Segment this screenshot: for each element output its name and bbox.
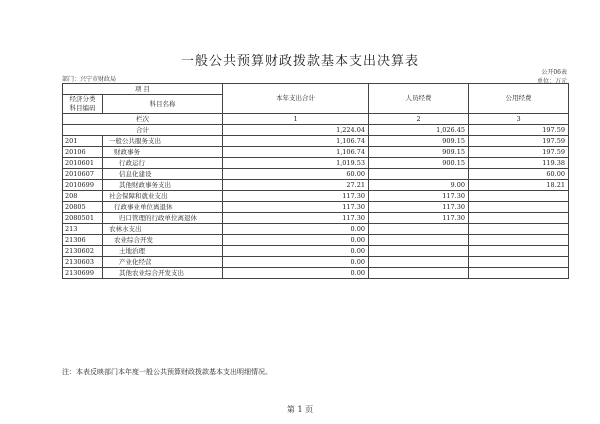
table-row: [63, 202, 569, 213]
total-header: 本年支出合计: [223, 84, 369, 114]
row-code: 2080501: [63, 213, 103, 224]
table-row: [63, 213, 569, 224]
row-code: 208: [63, 191, 103, 202]
row-code: 2010699: [63, 180, 103, 191]
row-personnel: 117.30: [369, 213, 469, 224]
row-code: 2130699: [63, 268, 103, 279]
table-row: [63, 136, 569, 147]
row-code: 2130603: [63, 257, 103, 268]
table-note: 注：本表反映部门本年度一般公共预算财政拨款基本支出明细情况。: [62, 368, 272, 376]
row-total: 0.00: [223, 224, 369, 235]
row-code: 2130602: [63, 246, 103, 257]
row-subject-name: 农林水支出: [103, 224, 223, 235]
row-public: 60.00: [469, 169, 569, 180]
row-total: 0.00: [223, 235, 369, 246]
row-public: 197.59: [469, 136, 569, 147]
row-total: 60.00: [223, 169, 369, 180]
row-subject-name: 信息化建设: [103, 169, 223, 180]
table-row: [63, 147, 569, 158]
public-header: 公用经费: [469, 84, 569, 114]
row-personnel: 117.30: [369, 202, 469, 213]
total-public: 197.59: [469, 125, 569, 136]
row-subject-name: 产业化经营: [103, 257, 223, 268]
row-personnel: [369, 246, 469, 257]
table-row: [63, 246, 569, 257]
row-personnel: 9.00: [369, 180, 469, 191]
table-row: [63, 268, 569, 279]
row-code: 20106: [63, 147, 103, 158]
econ-code-header: 经济分类 科目编码: [63, 95, 103, 114]
row-personnel: 909.15: [369, 136, 469, 147]
row-personnel: [369, 235, 469, 246]
table-row: [63, 191, 569, 202]
row-subject-name: 行政运行: [103, 158, 223, 169]
row-personnel: 909.15: [369, 147, 469, 158]
row-total: 117.30: [223, 213, 369, 224]
table-row: [63, 235, 569, 246]
row-total: 117.30: [223, 202, 369, 213]
total-row: [63, 125, 569, 136]
row-public: [469, 268, 569, 279]
row-total: 0.00: [223, 268, 369, 279]
col-index-2: 2: [369, 114, 469, 125]
row-public: [469, 202, 569, 213]
department-label: 部门：兴宁市财政局: [62, 76, 117, 83]
row-total: 1,106.74: [223, 136, 369, 147]
total-personnel: 1,026.45: [369, 125, 469, 136]
row-subject-name: 土地治理: [103, 246, 223, 257]
row-public: [469, 257, 569, 268]
row-subject-name: 其他农业综合开发支出: [103, 268, 223, 279]
project-header: 项 目: [63, 84, 223, 95]
table-row: [63, 224, 569, 235]
row-public: [469, 191, 569, 202]
row-total: 0.00: [223, 257, 369, 268]
row-total: 117.30: [223, 191, 369, 202]
table-row: [63, 169, 569, 180]
row-public: 119.38: [469, 158, 569, 169]
page-number: 第 1 页: [286, 405, 314, 414]
total-sum: 1,224.04: [223, 125, 369, 136]
row-code: 213: [63, 224, 103, 235]
row-public: 18.21: [469, 180, 569, 191]
row-subject-name: 其他财政事务支出: [103, 180, 223, 191]
row-subject-name: 归口管理的行政单位离退休: [103, 213, 223, 224]
row-code: 2010607: [63, 169, 103, 180]
row-personnel: [369, 169, 469, 180]
header-row-project: [63, 84, 569, 95]
row-public: [469, 246, 569, 257]
lanci-row: [63, 114, 569, 125]
row-public: [469, 213, 569, 224]
table-row: [63, 158, 569, 169]
total-label: 合计: [63, 125, 223, 136]
row-public: [469, 224, 569, 235]
row-personnel: [369, 268, 469, 279]
row-code: 201: [63, 136, 103, 147]
personnel-header: 人员经费: [369, 84, 469, 114]
row-total: 27.21: [223, 180, 369, 191]
row-public: 197.59: [469, 147, 569, 158]
expenditure-table: [62, 83, 569, 279]
row-personnel: [369, 257, 469, 268]
row-subject-name: 财政事务: [103, 147, 223, 158]
subject-name-header: 科目名称: [103, 95, 223, 114]
table-row: [63, 180, 569, 191]
lanci-label: 栏次: [63, 114, 223, 125]
row-subject-name: 行政事业单位离退休: [103, 202, 223, 213]
col-index-1: 1: [223, 114, 369, 125]
table-row: [63, 257, 569, 268]
page-title: 一般公共预算财政拨款基本支出决算表: [180, 54, 419, 69]
row-personnel: 900.15: [369, 158, 469, 169]
row-personnel: [369, 224, 469, 235]
row-code: 21306: [63, 235, 103, 246]
row-total: 1,019.53: [223, 158, 369, 169]
row-public: [469, 235, 569, 246]
row-subject-name: 农业综合开发: [103, 235, 223, 246]
row-code: 2010601: [63, 158, 103, 169]
row-subject-name: 一般公共服务支出: [103, 136, 223, 147]
row-total: 1,106.74: [223, 147, 369, 158]
row-total: 0.00: [223, 246, 369, 257]
row-subject-name: 社会保障和就业支出: [103, 191, 223, 202]
row-personnel: 117.30: [369, 191, 469, 202]
col-index-3: 3: [469, 114, 569, 125]
row-code: 20805: [63, 202, 103, 213]
form-number: 公开06表: [541, 69, 567, 76]
unit-label: 单位：万元: [536, 78, 567, 85]
